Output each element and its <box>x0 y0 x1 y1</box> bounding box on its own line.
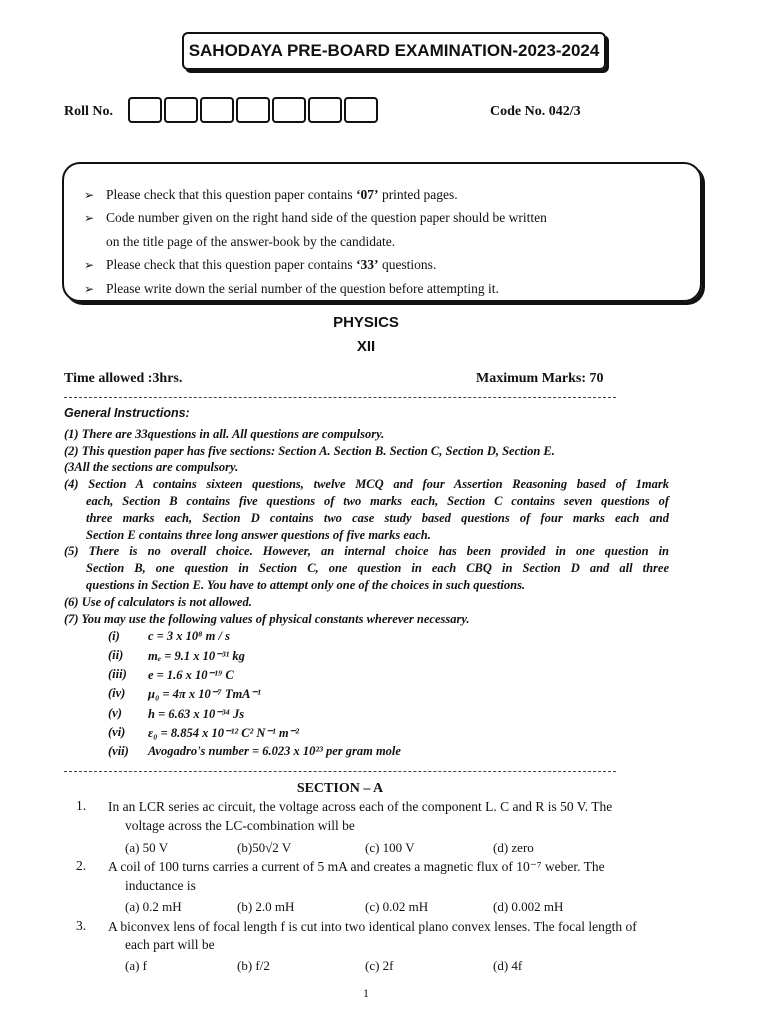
instruction-line: (2) This question paper has five sections: Section A. Section B. Section C, Section D, Section E. <box>64 444 555 458</box>
option: (c) 100 V <box>365 840 415 855</box>
instruction-line: (4) Section A contains sixteen questions, twelve MCQ and four Assertion Reasoning based of 1mark <box>64 477 669 491</box>
notice-box <box>62 162 702 302</box>
instruction-line: three marks each, Section D contains two case study based questions of four marks each and <box>86 511 669 525</box>
question-number: 1. <box>76 798 87 813</box>
instructions-title: General Instructions: <box>64 406 190 420</box>
instruction-line: (5) There is no overall choice. However, an internal choice has been provided in one question in <box>64 544 669 558</box>
instruction-line: Section E contains three long answer questions of five marks each. <box>86 528 431 542</box>
instruction-line: (7) You may use the following values of physical constants wherever necessary. <box>64 612 470 626</box>
instruction-line: each, Section B contains five questions of two marks each, Section C contains seven questions of <box>86 494 669 508</box>
question-text-continued: inductance is <box>125 878 196 893</box>
notice-item: ➢ Code number given on the right hand side of the question paper should be written <box>84 208 670 228</box>
roll-box <box>272 97 306 123</box>
roll-box <box>164 97 198 123</box>
option: (c) 2f <box>365 958 394 973</box>
question-text-continued: voltage across the LC-combination will be <box>125 818 355 833</box>
notice-item: ➢ Please check that this question paper contains ‘07’ printed pages. <box>84 185 458 205</box>
divider <box>64 397 616 398</box>
option: (b)50√2 V <box>237 840 292 855</box>
instruction-line: questions in Section E. You have to attempt only one of the choices in such questions. <box>86 578 526 592</box>
option: (a) 0.2 mH <box>125 899 182 914</box>
instruction-line: (1) There are 33questions in all. All questions are compulsory. <box>64 427 385 441</box>
option: (b) 2.0 mH <box>237 899 295 914</box>
notice-item-continued: on the title page of the answer-book by the candidate. <box>106 234 396 249</box>
notice-item: ➢ Please write down the serial number of the question before attempting it. <box>84 279 499 299</box>
subject-name: PHYSICS <box>333 314 399 331</box>
option: (a) 50 V <box>125 840 169 855</box>
roll-box <box>200 97 234 123</box>
notice-item: ➢ Please check that this question paper contains ‘33’ questions. <box>84 255 436 275</box>
option: (d) 0.002 mH <box>493 899 564 914</box>
option: (d) 4f <box>493 958 523 973</box>
arrow-bullet-icon: ➢ <box>84 188 95 202</box>
question-text-continued: each part will be <box>125 937 215 952</box>
page-number: 1 <box>363 986 369 1000</box>
option: (a) f <box>125 958 148 973</box>
instruction-line: (3All the sections are compulsory. <box>64 460 239 474</box>
roll-box <box>308 97 342 123</box>
roll-no-boxes <box>128 97 380 123</box>
question-text: In an LCR series ac circuit, the voltage across each of the component L. C and R is 50 V. The <box>108 799 613 814</box>
arrow-bullet-icon: ➢ <box>84 211 95 225</box>
roll-box <box>236 97 270 123</box>
question-number: 2. <box>76 858 87 873</box>
maximum-marks: Maximum Marks: 70 <box>476 371 604 386</box>
option: (d) zero <box>493 840 534 855</box>
option: (b) f/2 <box>237 958 270 973</box>
question-text: A biconvex lens of focal length f is cut into two identical plano convex lenses. The focal length of <box>108 919 637 934</box>
instruction-line: Section B, one question in Section C, one question in each CBQ in Section D and all three <box>86 561 669 575</box>
instruction-line: (6) Use of calculators is not allowed. <box>64 595 252 609</box>
divider <box>64 771 616 772</box>
class-name: XII <box>356 338 376 355</box>
option: (c) 0.02 mH <box>365 899 429 914</box>
arrow-bullet-icon: ➢ <box>84 282 95 296</box>
section-a-title: SECTION – A <box>296 781 384 796</box>
roll-box <box>128 97 162 123</box>
exam-title: SAHODAYA PRE-BOARD EXAMINATION-2023-2024 <box>182 32 606 70</box>
time-allowed: Time allowed :3hrs. <box>64 371 183 386</box>
code-number: Code No. 042/3 <box>490 104 581 119</box>
arrow-bullet-icon: ➢ <box>84 258 95 272</box>
question-number: 3. <box>76 918 87 933</box>
roll-box <box>344 97 378 123</box>
roll-no-label: Roll No. <box>64 104 113 119</box>
question-text: A coil of 100 turns carries a current of 5 mA and creates a magnetic flux of 10⁻⁷ weber. The <box>108 859 605 874</box>
